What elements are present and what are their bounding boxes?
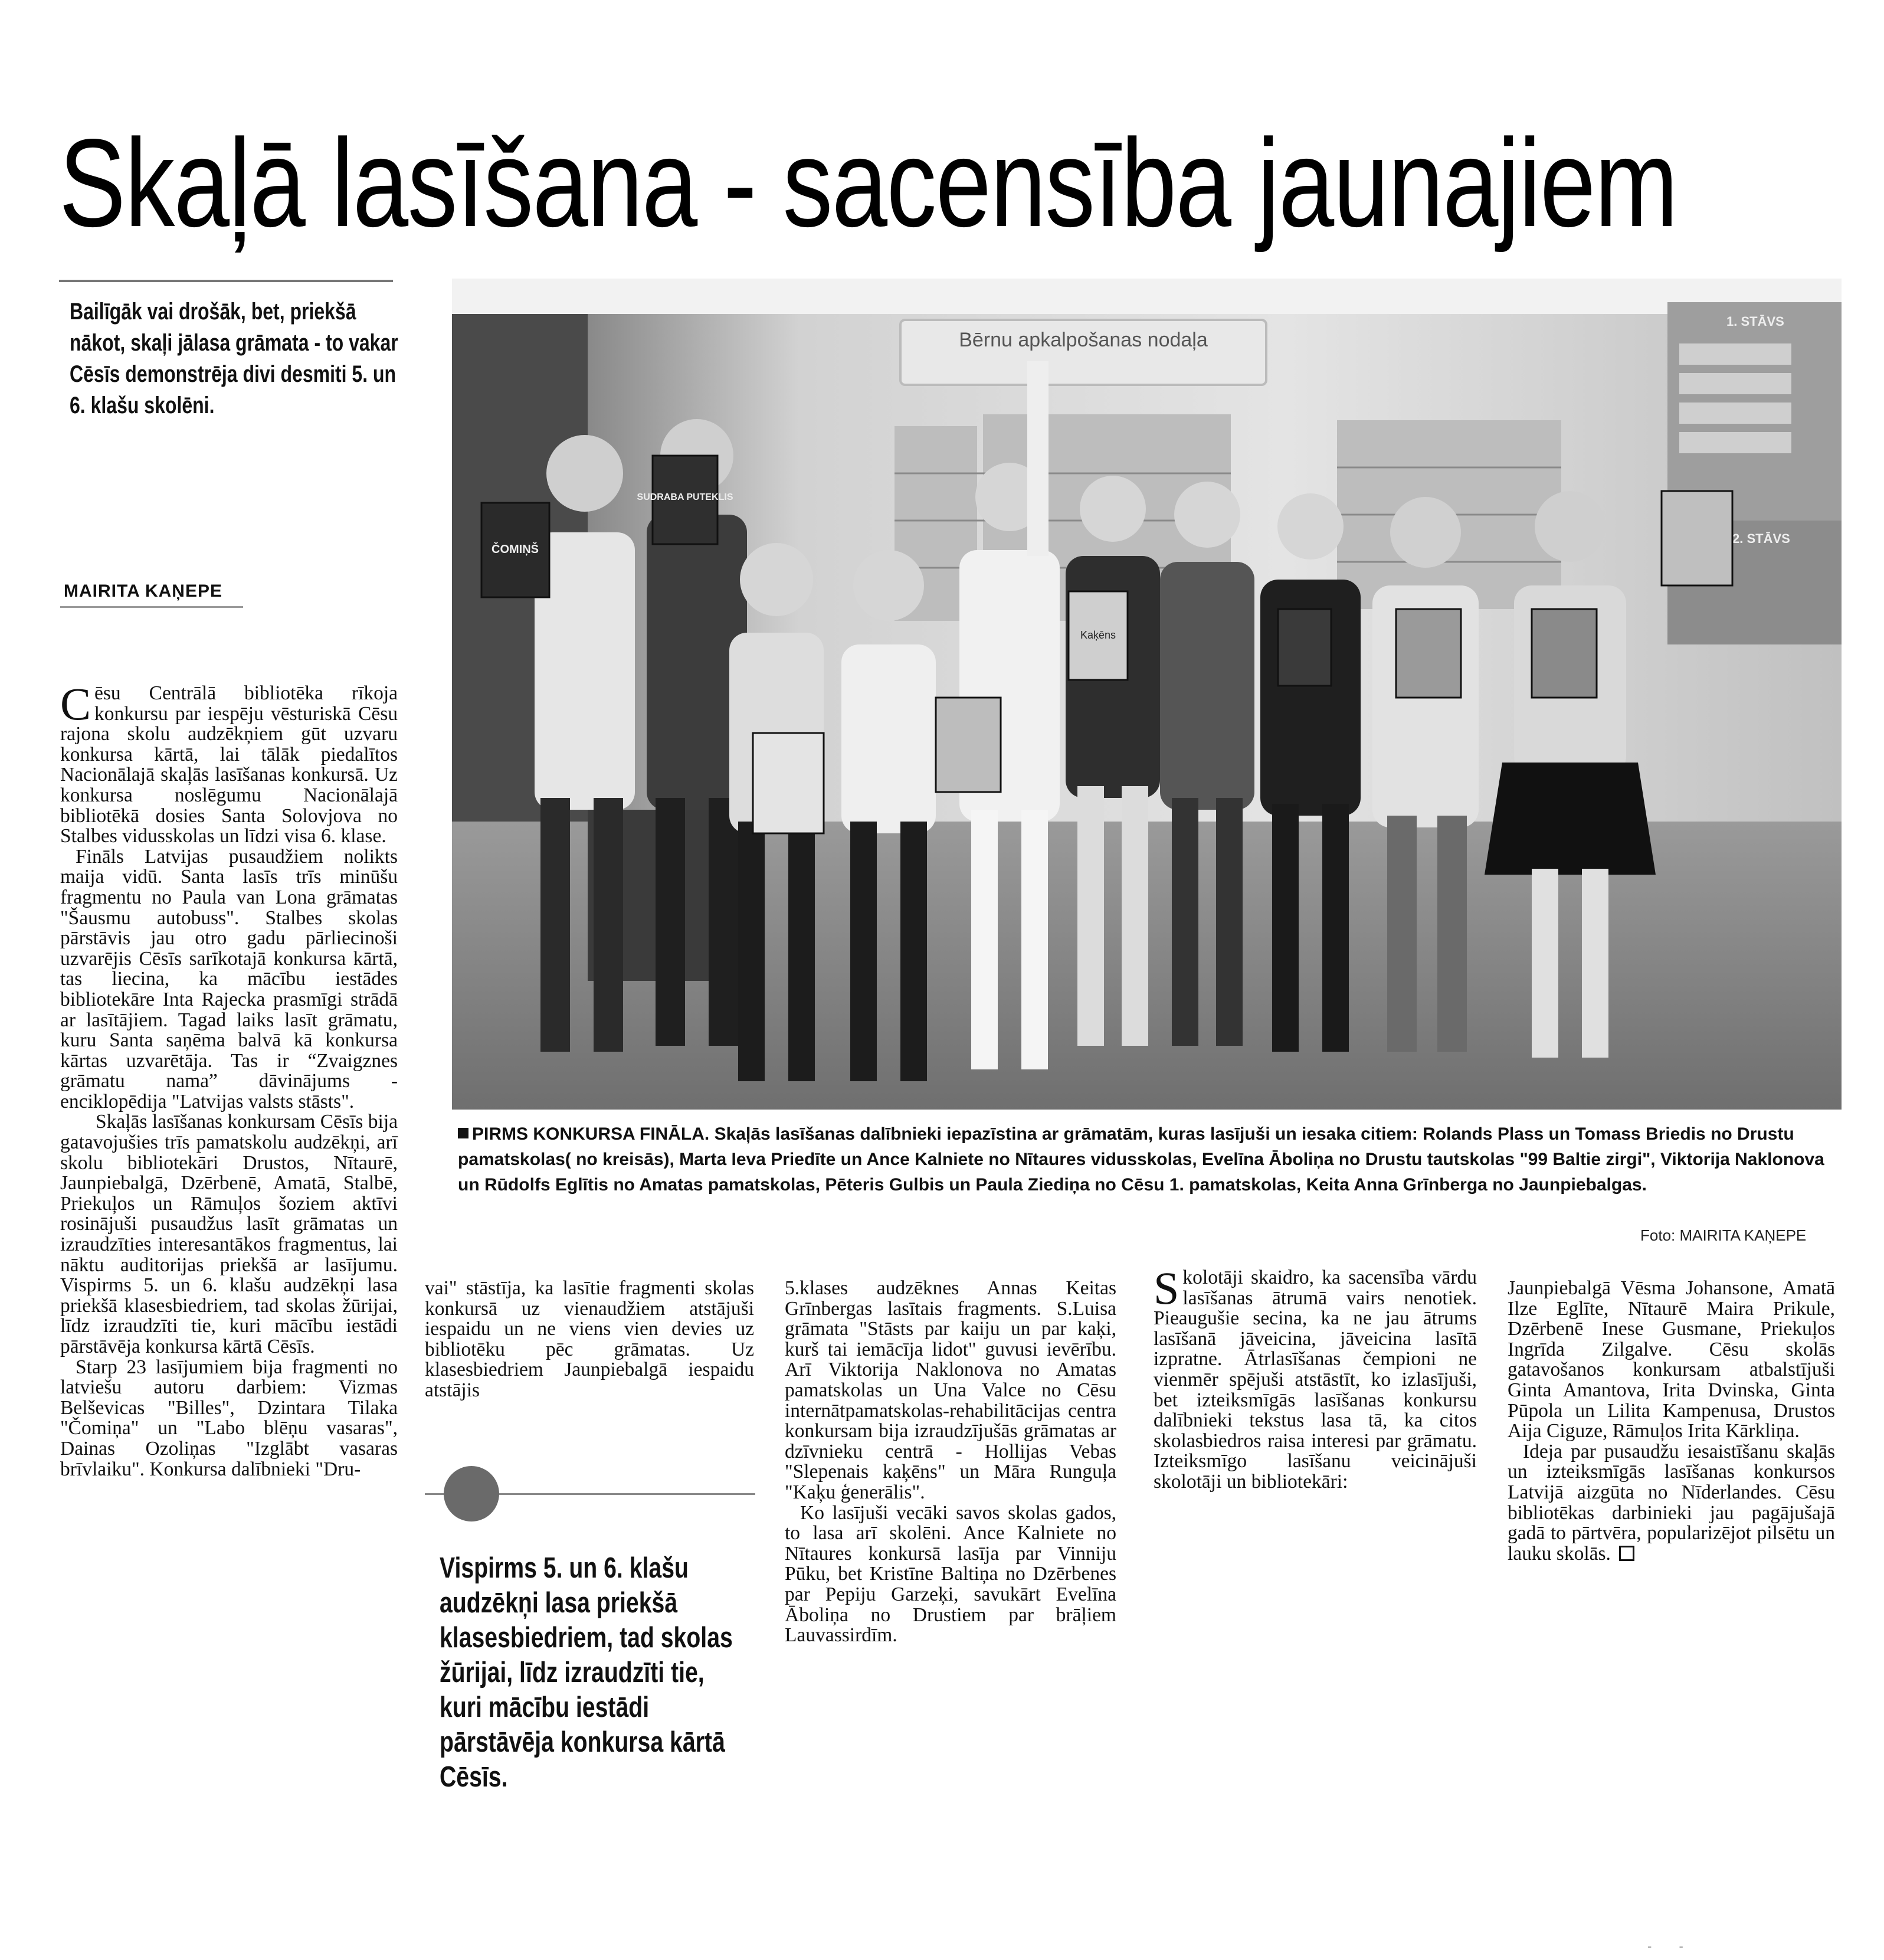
book-title: ČOMIŅŠ [492,543,539,556]
paragraph: Skaļās lasīšanas konkursam Cēsīs bija gatavojušies trīs pamatskolu audzēkņi, arī skolu bibliotekāri Drustos, Nītaurē, Jaunpiebalgā, Dzērbenē, Amatā, Stalbē, Priekuļos un Rāmuļos šoziem aktīvi rosinājuši pusaudžus lasīt grāmatas un izraudzīties interesantākos fragmentus, lai nāktu auditorijas priekšā ar lasījumu. Vispirms 5. un 6. klašu audzēkņi lasa priekšā klasesbiedriem, tad skolas žūrijai, līdz izraudzīti tie, kuri mācību iestādi pārstāvēja konkursa kārtā Cēsīs. [60,1111,398,1357]
deck-rule [59,280,393,282]
paragraph: Jaunpiebalgā Vēsma Johansone, Amatā Ilze Eglīte, Nītaurē Maira Prikule, Dzērbenē Inese Gusmane, Priekuļos Ingrīda Zilgalve. Cēsu skolās gatavošanos konkursam atbalstījuši Ginta Amantova, Irita Dvinska, Ginta Pūpola un Lilita Kampenusa, Drustos Aija Ciguze, Rāmuļos Irita Kārkliņa. [1508,1277,1835,1442]
photo-credit: Foto: MAIRITA KAŅEPE [1640,1226,1807,1244]
paragraph [1508,1442,1835,1565]
pullquote: Vispirms 5. un 6. klašu audzēkņi lasa priekšā klasesbiedriem, tad skolas žūrijai, līdz izraudzīti tie, kuri mācību iestādi pārstāvēja konkursa kārtā Cēsīs. [440,1552,733,1793]
deck-lead: Bailīgāk vai drošāk, bet, priekšā nākot, skaļi jālasa grāmata - to vakar Cēsīs demonstrēja divi desmiti 5. un 6. klašu skolēni. [70,299,398,418]
byline: MAIRITA KAŅEPE [64,581,222,601]
paragraph: Starp 23 lasījumiem bija fragmenti no latviešu autoru darbiem: Vizmas Belševicas "Billes", Dzintara Tilaka "Čomiņa" un "Labo blēņu vasaras", Dainas Ozoliņas "Izglābt vasaras brīvlaiku". Konkursa dalībnieki "Dru- [60,1356,398,1480]
paragraph: Ko lasījuši vecāki savos skolas gados, to lasa arī skolēni. Ance Kalniete no Nītaures konkursā lasīja par Vinniju Pūku, bet Kristīne Baltiņa no Dzērbenes par Pepiju Garzeķi, savukārt Evelīna Āboliņa no Drustiem par brāļiem Lauvassirdīm. [785,1501,1116,1647]
paragraph-text: kolotāji skaidro, ka sacensība vārdu lasīšanas ātrumā vairs nenotiek. Pieaugušie secina, ka ne jau ātrums lasīšanā jāveicina, jāveicina lasītā izpratne. Ātrlasīšanas čempioni ne vienmēr spējuši atstāstīt, ko izlasījuši, bet izteiksmīgās lasīšanas konkursu dalībnieki tekstus lasa tā, ka citos skolasbiedros raisa interesi par grāmatu. Izteiksmīgo lasīšanu veicinājuši skolotāji un bibliotekāri: [1154,1267,1477,1493]
paragraph: vai" stāstīja, ka lasītie fragmenti skolas konkursā uz vienaudžiem atstājuši iespaidu un ne viens vien devies uz bibliotēku pēc grāmatas. Uz klasesbiedriem Jaunpiebalgā iespaidu atstājis [425,1277,754,1401]
paragraph-text: Ideja par pusaudžu iesaistīšanu skaļās un izteiksmīgās lasīšanas konkursos Latvijā aizgūta no Nīderlandes. Cēsu bibliotēkas darbinieki jau pagājušajā gadā to pārtvēra, popularizējot pilsētu un lauku skolās. [1508,1440,1835,1565]
drop-cap: C [60,678,91,729]
paragraph: Fināls Latvijas pusaudžiem nolikts maija vidū. Santa lasīs trīs minūšu fragmentu no Paula van Lona grāmatas "Šausmu autobuss". Stalbes skolas pārstāvis jau otro gadu pārliecinoši uzvarējis Cēsīs sarīkotajā konkursa kārtā, tas liecina, ka mācību iestādes bibliotekāre Inta Rajecka prasmīgi strādā ar lasītājiem. Tagad laiks lasīt grāmatu, kuru Santa saņēma balvā kā konkursa kārtas uzvarētāja. Tas ir “Zvaigznes grāmatu nama” dāvinājums - enciklopēdija "Latvijas valsts stāsts". [60,845,398,1112]
column-3 [785,1278,1116,1646]
footer-marks: - - [1647,1939,1695,1954]
floor-sign: 1. STĀVS [1726,314,1784,329]
caption-text: Skaļās lasīšanas dalībnieki iepazīstina ar grāmatām, kuras lasījuši un iesaka citiem: Rolands Plass un Tomass Briedis no Drustu pamatskolas( no kreisās), Marta Ieva Priedīte un Ance Kalniete no Nītaures vidusskolas, Evelīna Āboliņa no Drustu tautskolas "99 Baltie zirgi", Viktorija Naklonova un Rūdolfs Eglītis no Amatas pamatskolas, Pēteris Gulbis un Paula Ziediņa no Cēsu 1. pamatskolas, Keita Anna Grīnberga no Jaunpiebalgas. [458,1124,1824,1195]
photo-caption [458,1121,1839,1197]
paragraph [1154,1262,1477,1493]
photo-illustration [452,279,1842,1110]
column-1 [60,678,398,1480]
photo [452,279,1842,1110]
column-2 [425,1278,754,1401]
end-mark-icon [1619,1546,1634,1561]
book-title: Kaķēns [1080,629,1116,641]
paragraph-text: ēsu Centrālā bibliotēka rīkoja konkursu par iespēju vēsturiskā Cēsu rajona skolu audzēkņiem gūt uzvaru konkursa kārtā, lai tālāk piedalītos Nacionālajā skaļās lasīšanas konkursā. Uz konkursa noslēgumu Nacionālajā bibliotēkā dosies Santa Solovjova no Stalbes vidusskolas un līdzi visa 6. klase. [60,682,398,848]
headline: Skaļā lasīšana - sacensība jaunajiem [59,113,1677,253]
column-4 [1154,1262,1477,1493]
floor-sign-2: 2. STĀVS [1732,531,1790,546]
banner-text: Bērnu apkalpošanas nodaļa [959,329,1208,351]
paragraph [60,678,398,848]
book-title: SUDRABA PUTEKLIS [637,492,733,502]
column-5 [1508,1278,1835,1564]
drop-cap: S [1154,1262,1179,1314]
caption-lead: PIRMS KONKURSA FINĀLA. [472,1124,710,1144]
byline-rule [60,606,243,608]
pullquote-dot-icon [444,1466,499,1521]
caption-bullet-icon [458,1128,468,1138]
paragraph: 5.klases audzēknes Annas Keitas Grīnbergas lasītais fragments. S.Luisa grāmata "Stāsts par kaiju un par kaķi, kurš tai iemācīja lidot" guvusi ievērību. Arī Viktorija Naklonova no Amatas pamatskolas un Una Valce no Cēsu internātpamatskolas-rehabilitācijas centra konkursam bija izraudzījušās grāmatas ar dzīvnieku centrā - Hollijas Vebas "Slepenais kaķēns" un Māra Runguļa "Kaķu ģenerālis". [785,1277,1116,1503]
